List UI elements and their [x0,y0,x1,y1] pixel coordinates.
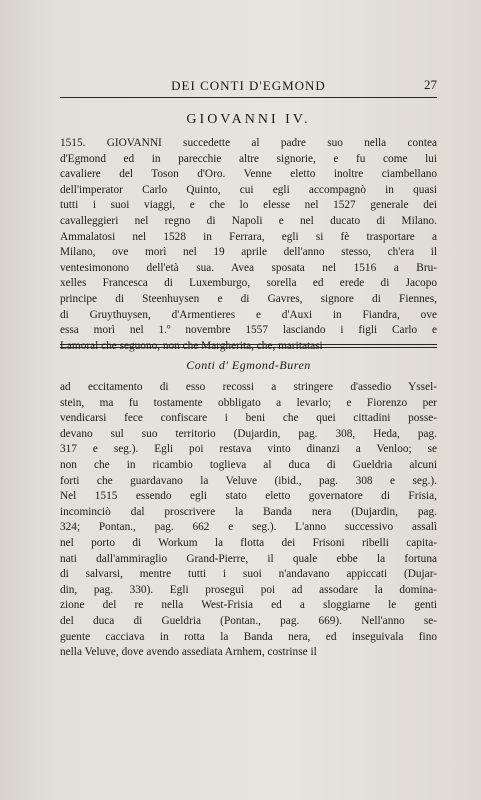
text-line: Milano, ove morì nel 19 aprile dell'anno stesso, ch'era il [60,246,437,259]
text-line: principe di Steenhuysen e di Gavres, signore di Fiennes, [60,292,437,305]
text-line: del duca di Gueldria (Pontan., pag. 669). Nell'anno se- [60,614,437,627]
text-line: tutti i suoi viaggi, e che lo elesse nel 1527 generale dei [60,199,437,212]
paragraph-egmond-buren [60,380,437,661]
running-title: DEI CONTI D'EGMOND [171,78,326,93]
text-line: Nel 1515 essendo egli stato eletto governatore di Frisia, [60,490,437,503]
header-rule [60,97,437,98]
section-divider-rule-thin [60,347,437,348]
section-heading: GIOVANNI IV. [186,112,311,127]
text-line: xelles Francesca di Luxemburgo, sorella ed erede di Jacopo [60,277,437,290]
text-line: essa morì nel 1.º novembre 1557 lasciando i figli Carlo e [60,324,437,337]
text-line: 1515. GIOVANNI succedette al padre suo nella contea [60,137,437,149]
text-line: Lamoral che seguono, non che Margherita, che, maritatasi [60,339,323,352]
text-line: din, pag. 330). Egli proseguì poi ad assodare la domina- [60,583,437,596]
running-header [60,78,437,96]
text-line: zione del re nella West-Frisia ed a sloggiarne le genti [60,599,437,612]
page-number: 27 [424,77,437,92]
text-line: nella Veluve, dove avendo assediata Arnhem, costrinse il [60,646,317,659]
paragraph-giovanni [60,136,437,354]
text-line: ad eccitamento di esso recossi a stringere d'assedio Yssel- [60,381,437,393]
text-line: cavaliere del Toson d'Oro. Venne eletto inoltre ciambellano [60,168,437,181]
text-line: Ammalatosi nel 1528 in Ferrara, egli si fè trasportare a [60,230,437,243]
text-line: incominciò dal proscrivere la Banda nera (Dujardin, pag. [60,505,437,518]
text-line: 317 e seg.). Egli poi restava vinto dinanzi a Venloo; se [60,443,437,456]
section-subheading: Conti d' Egmond-Buren [186,358,311,372]
text-line: devano sul suo territorio (Dujardin, pag. 308, Heda, pag. [60,427,437,440]
text-line: stein, ma fu tostamente obbligato a levarlo; e Fiorenzo per [60,396,437,409]
text-line: d'Egmond ed in parecchie altre signorie, e fu come lui [60,152,437,165]
text-line: dell'imperator Carlo Quinto, cui egli accompagnò in quasi [60,183,437,196]
section-divider-rule [60,344,437,345]
text-line: nel porto di Workum la flotta dei Frisoni ribelli capita- [60,536,437,549]
text-line: di Gruythuysen, d'Armentieres e d'Auxi in Fiandra, ove [60,308,437,321]
text-line: 324; Pontan., pag. 662 e seg.). L'anno successivo assalì [60,521,437,534]
text-line: forti che guardavano la Veluve (ibid., pag. 308 e seg.). [60,474,437,487]
text-line: vendicarsi fece confiscare i beni che quei cittadini posse- [60,412,437,425]
text-line: di salvarsi, mentre tutti i suoi n'andavano appiccati (Dujar- [60,568,437,581]
text-line: ventesimonono dell'età sua. Avea sposata nel 1516 a Bru- [60,261,437,274]
text-line: nati dall'ammiraglio Grand-Pierre, il quale ebbe la fortuna [60,552,437,565]
text-line: guente cacciava in rotta la Banda nera, ed inseguivala fino [60,630,437,643]
text-line: cavalleggieri nel regno di Napoli e nel ducato di Milano. [60,214,437,227]
text-line: non che in ricambio toglieva al duca di Gueldria alcuni [60,458,437,471]
